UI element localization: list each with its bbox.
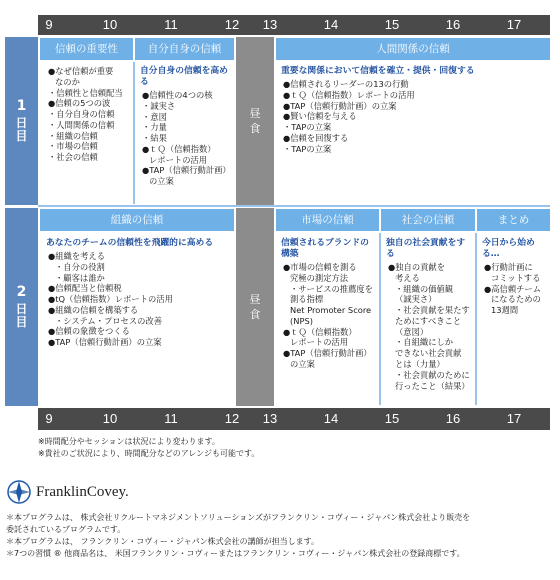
footer-line: 委託されているプログラムです。 <box>6 525 126 534</box>
time-tick: 9 <box>45 411 53 426</box>
session-content <box>42 63 134 203</box>
session-item: ●tQ（信頼指数）レポートの活用 <box>48 294 173 305</box>
time-tick: 14 <box>323 17 339 32</box>
session-item: の立案 <box>290 359 315 369</box>
session-item: ●信頼を回復する <box>283 132 349 143</box>
session-item: ・組織の信頼 <box>48 130 98 141</box>
session-item: ●行動計画に <box>484 261 533 272</box>
time-tick: 14 <box>323 411 339 426</box>
footer-line: ＊7つの習慣 ® 他商品名は、 米国フランクリン・コヴィーまたはフランクリン・コヴィー・ジャパン株式会社の登録商標です。 <box>6 549 465 558</box>
session-title: 自分自身の信頼を高める <box>140 66 228 87</box>
day-2-label: 2 日 目 <box>5 208 38 406</box>
session-item: ・自分自身の信頼 <box>48 109 115 120</box>
session-title: あなたのチームの信頼性を飛躍的に高める <box>46 238 214 248</box>
session-content <box>42 235 234 405</box>
time-tick: 15 <box>384 411 400 426</box>
session-item: とは（力量） <box>395 359 445 369</box>
session-item: ●賢い信頼を与える <box>283 111 357 122</box>
session-item: ・システム・プロセスの改善 <box>55 315 163 326</box>
session-item: ・自組織にしか <box>395 337 454 348</box>
session-item: ●信頼の5つの波 <box>48 98 111 109</box>
session-title: 重要な関係において信頼を確立・提供・回復する <box>281 66 475 76</box>
compass-logo-icon <box>6 479 32 505</box>
session-content <box>382 235 476 405</box>
session-item: ●信頼されるリーダーの13の行動 <box>283 78 409 89</box>
session-item: になるための <box>491 294 541 305</box>
session-item: ・市場の信頼 <box>48 141 98 152</box>
session-item: ・誠実さ <box>142 100 176 111</box>
session-item: ●組織の信頼を構築する <box>48 304 139 315</box>
session-item: (NPS) <box>290 315 313 326</box>
time-tick: 15 <box>384 17 400 32</box>
session-item: ・顧客は誰か <box>55 272 105 283</box>
session-item: ・力量 <box>142 122 167 133</box>
session-item: ・社会貢献を果たす <box>395 305 470 316</box>
session-item: ・人間関係の信頼 <box>48 119 115 130</box>
day-1-label: 1 日 目 <box>5 37 38 205</box>
session-item: ●TAP（信頼行動計画） <box>142 165 231 176</box>
session-item: ●市場の信頼を測る <box>283 261 357 272</box>
time-tick: 11 <box>164 17 178 32</box>
session-item: レポートの活用 <box>149 154 208 165</box>
session-item: ・結果 <box>142 133 167 144</box>
session-content <box>478 235 550 405</box>
session-item: ●TAP（信頼行動計画）の立案 <box>48 337 162 348</box>
time-tick: 16 <box>445 411 461 426</box>
session-item: の立案 <box>149 176 174 187</box>
session-item: ・TAPの立案 <box>283 143 332 154</box>
session-item: ・意図 <box>142 111 167 122</box>
session-header: 組織の信頼 <box>40 209 234 231</box>
time-tick: 9 <box>45 17 53 32</box>
session-item: ●独自の貢献を <box>388 261 446 272</box>
session-header: 信頼の重要性 <box>40 38 133 60</box>
session-header: 市場の信頼 <box>276 209 379 231</box>
note-line: ※貴社のご状況により、時間配分などのアレンジも可能です。 <box>38 448 260 458</box>
time-tick: 17 <box>506 411 522 426</box>
session-item: レポートの活用 <box>290 337 349 348</box>
session-header: 自分自身の信頼 <box>135 38 234 60</box>
day-divider <box>38 205 550 207</box>
session-item: ・社会貢献のために <box>395 369 470 380</box>
time-bar-top <box>38 15 550 35</box>
session-title: 今日から始める… <box>482 238 535 259</box>
session-item: コミットする <box>491 272 541 283</box>
session-header: 人間関係の信頼 <box>276 38 550 60</box>
lunch-block-day1: 昼 食 <box>236 37 274 205</box>
session-item: ●ｔＱ（信頼指数） <box>142 143 216 154</box>
session-content <box>277 235 380 405</box>
session-item: ●ｔＱ（信頼指数）レポートの活用 <box>283 89 415 100</box>
session-item: ●信頼配当と信頼税 <box>48 283 122 294</box>
session-item: （誠実さ） <box>395 294 437 305</box>
session-item: Net Promoter Score <box>290 305 372 316</box>
time-bar-bottom <box>38 408 550 430</box>
session-item: ●信頼の象徴をつくる <box>48 326 130 337</box>
session-item: 13週間 <box>491 305 519 316</box>
session-title: 信頼されるブランドの構築 <box>281 238 369 259</box>
session-title: 独自の社会貢献をする <box>386 238 466 259</box>
column-divider <box>475 233 477 405</box>
time-tick: 17 <box>506 17 522 32</box>
time-tick: 13 <box>262 411 278 426</box>
note-line: ※時間配分やセッションは状況により変わります。 <box>38 437 220 446</box>
session-item: 測る指標 <box>290 294 324 305</box>
footer-notes <box>6 512 554 560</box>
session-content <box>136 63 235 203</box>
session-item: 行ったこと（結果） <box>395 380 470 391</box>
session-header: まとめ <box>477 209 550 231</box>
session-item: ●ｔＱ（信頼指数） <box>283 326 357 337</box>
time-tick: 11 <box>164 411 178 426</box>
session-item: 究極の測定方法 <box>290 272 349 283</box>
session-item: ・サービスの推薦度を <box>290 283 373 294</box>
time-tick: 12 <box>224 17 240 32</box>
column-divider <box>133 62 135 204</box>
time-tick: 10 <box>102 17 118 32</box>
session-item: ためにすべきこと <box>395 315 462 326</box>
session-item: ●組織を考える <box>48 250 106 261</box>
footer-line: ＊本プログラムは、 株式会社リクルートマネジメントソリューションズがフランクリン・コヴィー・ジャパン株式会社より販売を <box>6 513 471 522</box>
session-item: ・信頼性と信頼配当 <box>48 87 123 98</box>
session-item: ●なぜ信頼が重要 <box>48 66 114 76</box>
time-tick: 12 <box>224 411 240 426</box>
session-item: ・組織の価値観 <box>395 283 454 294</box>
session-item: ・TAPの立案 <box>283 122 332 133</box>
session-item: できない社会貢献 <box>395 348 462 359</box>
session-header: 社会の信頼 <box>381 209 475 231</box>
time-tick: 13 <box>262 17 278 32</box>
session-item: ●TAP（信頼行動計画）の立案 <box>283 100 397 111</box>
session-item: 考える <box>395 272 420 283</box>
lunch-block-day2: 昼 食 <box>236 208 274 406</box>
time-tick: 16 <box>445 17 461 32</box>
column-divider <box>379 233 381 405</box>
session-content <box>277 63 549 203</box>
session-item: ・社会の信頼 <box>48 152 98 163</box>
session-item: ・自分の役割 <box>55 261 105 272</box>
schedule-notes <box>38 436 538 459</box>
session-item: ●信頼性の4つの核 <box>142 89 213 100</box>
footer-line: ＊本プログラムは、 フランクリン・コヴィー・ジャパン株式会社の講師が担当します。 <box>6 537 320 546</box>
franklin-covey-logo <box>6 478 129 506</box>
session-item: ●TAP（信頼行動計画） <box>283 348 372 359</box>
brand-name: FranklinCovey. <box>36 483 129 500</box>
time-tick: 10 <box>102 411 118 426</box>
session-item: なのか <box>55 76 80 87</box>
session-item: ●高信頼チーム <box>484 283 542 294</box>
session-item: （意図） <box>395 326 429 337</box>
